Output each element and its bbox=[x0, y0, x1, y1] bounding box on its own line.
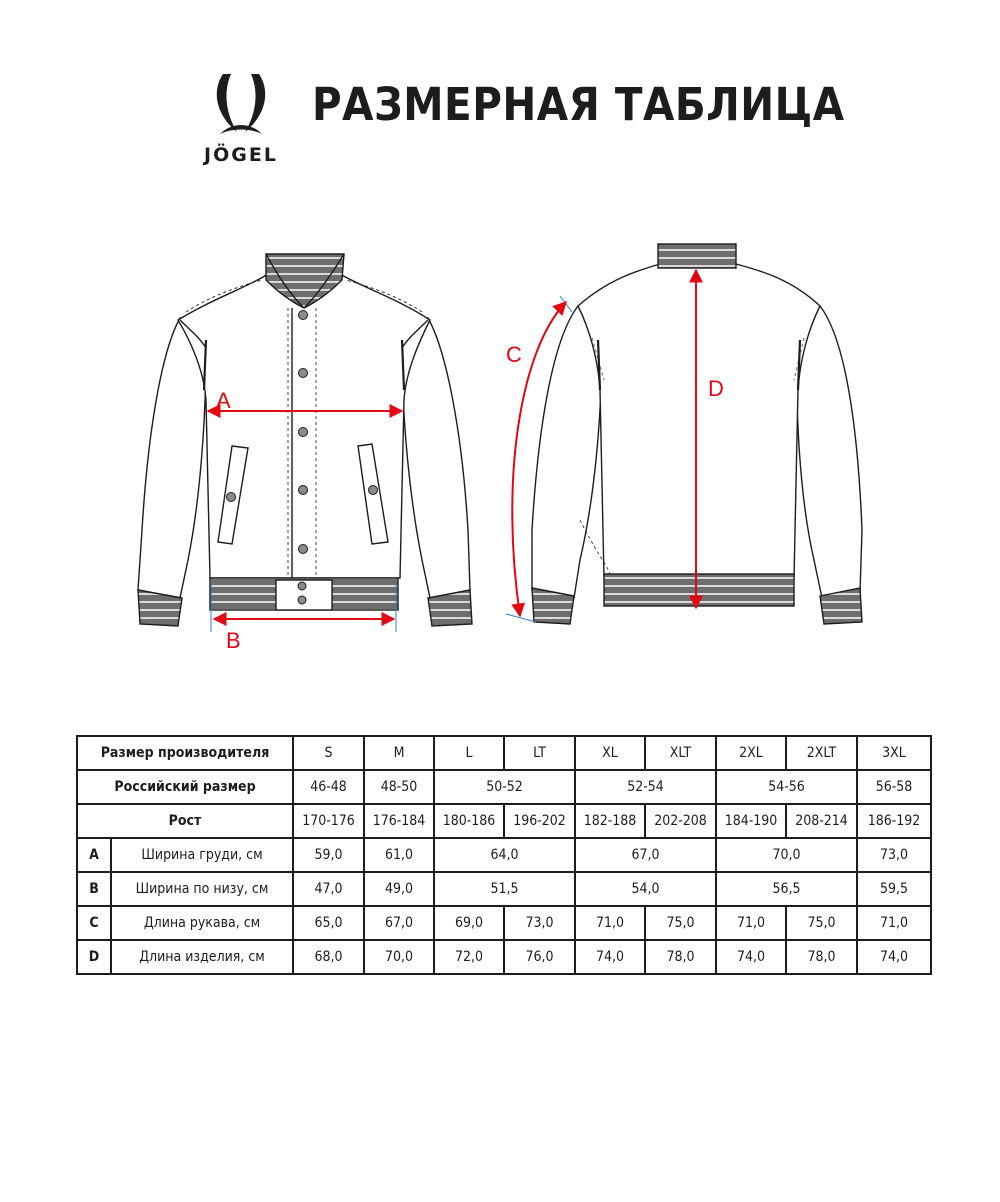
value-cell: 67,0 bbox=[575, 838, 716, 872]
maker-size-cell: M bbox=[364, 736, 434, 770]
maker-size-cell: XL bbox=[575, 736, 645, 770]
value-cell: 67,0 bbox=[364, 906, 434, 940]
row-letter: A bbox=[77, 838, 111, 872]
row-height bbox=[77, 804, 931, 838]
page-title: РАЗМЕРНАЯ ТАБЛИЦА bbox=[312, 78, 845, 131]
value-cell: 65,0 bbox=[293, 906, 364, 940]
height-cell: 170-176 bbox=[293, 804, 364, 838]
value-cell: 78,0 bbox=[645, 940, 716, 974]
value-cell: 47,0 bbox=[293, 872, 364, 906]
value-cell: 74,0 bbox=[575, 940, 645, 974]
value-cell: 59,5 bbox=[857, 872, 931, 906]
height-cell: 202-208 bbox=[645, 804, 716, 838]
jogel-swoosh-icon bbox=[190, 70, 292, 140]
label-c: C bbox=[506, 342, 522, 367]
maker-size-label: Размер производителя bbox=[77, 736, 293, 770]
value-cell: 49,0 bbox=[364, 872, 434, 906]
value-cell: 68,0 bbox=[293, 940, 364, 974]
value-cell: 71,0 bbox=[857, 906, 931, 940]
ru-size-label: Российский размер bbox=[77, 770, 293, 804]
header bbox=[0, 0, 1000, 180]
height-label: Рост bbox=[77, 804, 293, 838]
height-cell: 180-186 bbox=[434, 804, 504, 838]
ru-size-cell: 56-58 bbox=[857, 770, 931, 804]
row-chest-width bbox=[77, 838, 931, 872]
value-cell: 72,0 bbox=[434, 940, 504, 974]
ru-size-cell: 46-48 bbox=[293, 770, 364, 804]
ru-size-cell: 48-50 bbox=[364, 770, 434, 804]
row-ru-size bbox=[77, 770, 931, 804]
row-garment-length bbox=[77, 940, 931, 974]
jacket-diagram bbox=[0, 230, 1000, 660]
row-hem-width bbox=[77, 872, 931, 906]
value-cell: 56,5 bbox=[716, 872, 857, 906]
value-cell: 51,5 bbox=[434, 872, 575, 906]
value-cell: 74,0 bbox=[716, 940, 786, 974]
label-a: A bbox=[216, 388, 231, 413]
value-cell: 78,0 bbox=[786, 940, 857, 974]
row-letter: C bbox=[77, 906, 111, 940]
value-cell: 76,0 bbox=[504, 940, 575, 974]
row-label: Длина изделия, см bbox=[111, 940, 293, 974]
maker-size-cell: 2XLT bbox=[786, 736, 857, 770]
value-cell: 59,0 bbox=[293, 838, 364, 872]
height-cell: 208-214 bbox=[786, 804, 857, 838]
row-letter: D bbox=[77, 940, 111, 974]
maker-size-cell: LT bbox=[504, 736, 575, 770]
row-label: Длина рукава, см bbox=[111, 906, 293, 940]
height-cell: 186-192 bbox=[857, 804, 931, 838]
ru-size-cell: 50-52 bbox=[434, 770, 575, 804]
row-sleeve-length bbox=[77, 906, 931, 940]
height-cell: 196-202 bbox=[504, 804, 575, 838]
maker-size-cell: S bbox=[293, 736, 364, 770]
value-cell: 75,0 bbox=[645, 906, 716, 940]
size-table bbox=[76, 735, 932, 975]
label-d: D bbox=[708, 376, 724, 401]
value-cell: 71,0 bbox=[575, 906, 645, 940]
maker-size-cell: XLT bbox=[645, 736, 716, 770]
row-label: Ширина груди, см bbox=[111, 838, 293, 872]
value-cell: 70,0 bbox=[716, 838, 857, 872]
value-cell: 70,0 bbox=[364, 940, 434, 974]
ru-size-cell: 52-54 bbox=[575, 770, 716, 804]
value-cell: 54,0 bbox=[575, 872, 716, 906]
row-label: Ширина по низу, см bbox=[111, 872, 293, 906]
row-letter: B bbox=[77, 872, 111, 906]
ru-size-cell: 54-56 bbox=[716, 770, 857, 804]
maker-size-cell: 3XL bbox=[857, 736, 931, 770]
brand-logo bbox=[190, 70, 292, 170]
brand-wordmark: JÖGEL bbox=[204, 144, 278, 166]
height-cell: 182-188 bbox=[575, 804, 645, 838]
value-cell: 73,0 bbox=[504, 906, 575, 940]
maker-size-cell: L bbox=[434, 736, 504, 770]
value-cell: 71,0 bbox=[716, 906, 786, 940]
value-cell: 73,0 bbox=[857, 838, 931, 872]
height-cell: 184-190 bbox=[716, 804, 786, 838]
maker-size-cell: 2XL bbox=[716, 736, 786, 770]
value-cell: 69,0 bbox=[434, 906, 504, 940]
value-cell: 74,0 bbox=[857, 940, 931, 974]
label-b: B bbox=[226, 628, 241, 653]
value-cell: 61,0 bbox=[364, 838, 434, 872]
value-cell: 64,0 bbox=[434, 838, 575, 872]
value-cell: 75,0 bbox=[786, 906, 857, 940]
height-cell: 176-184 bbox=[364, 804, 434, 838]
jacket-front-icon bbox=[138, 254, 472, 626]
row-maker-size bbox=[77, 736, 931, 770]
